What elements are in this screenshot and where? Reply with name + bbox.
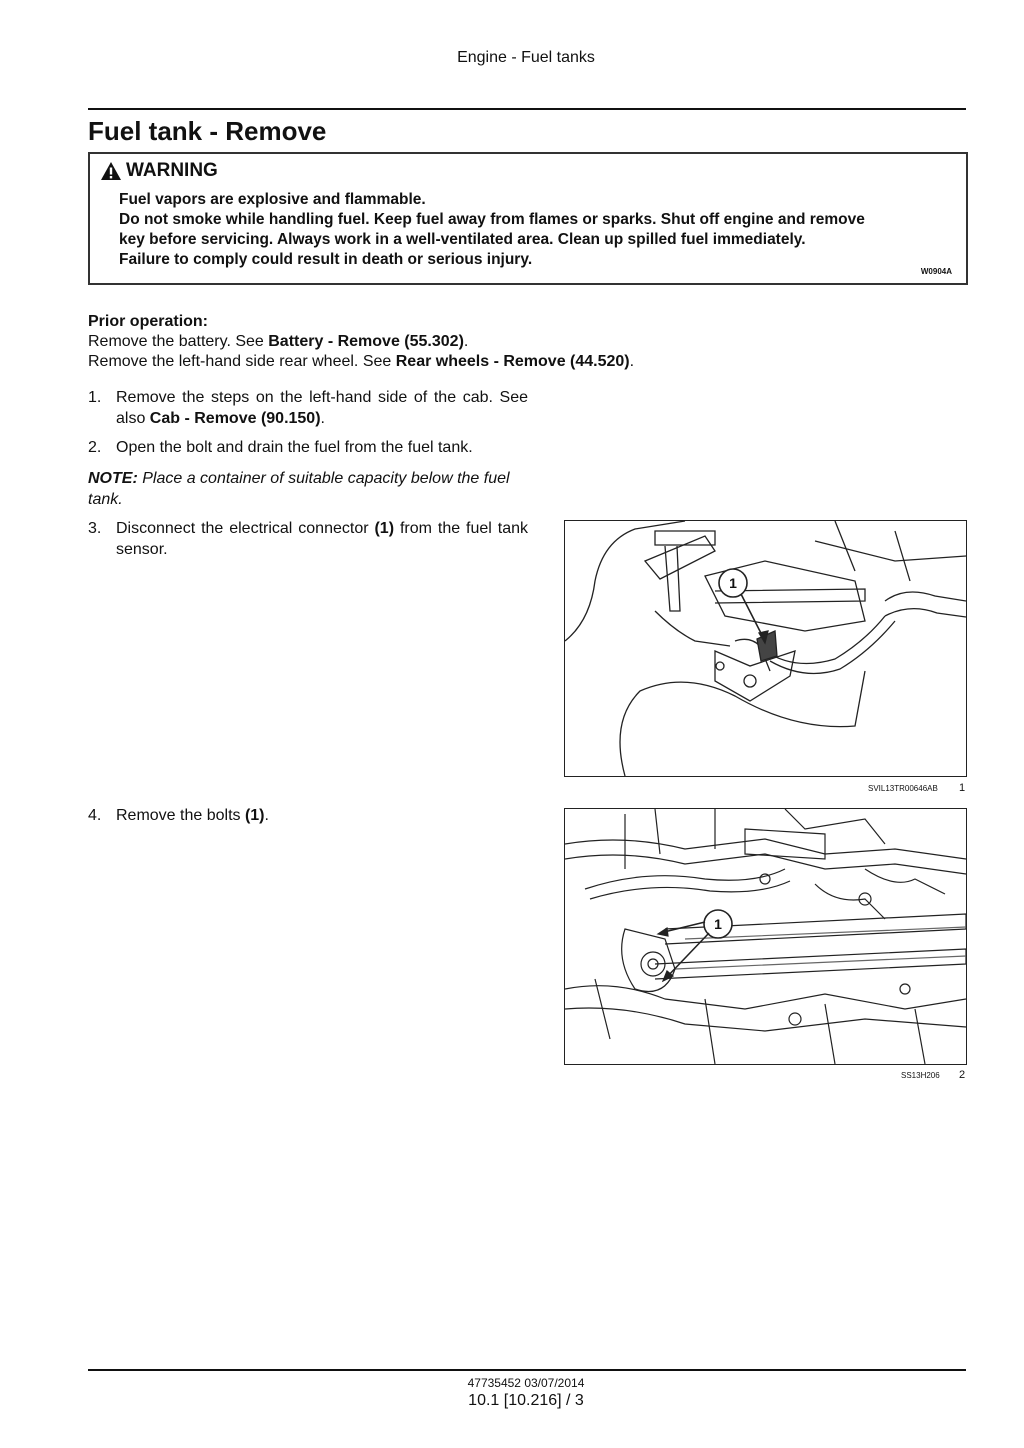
step-1	[88, 387, 528, 429]
figure-1-callout: 1	[729, 575, 737, 591]
warning-line: Do not smoke while handling fuel. Keep fuel away from flames or sparks. Shut off engine and remove	[119, 211, 865, 228]
prior-operation-label: Prior operation:	[88, 313, 209, 330]
figure-2-callout: 1	[714, 916, 722, 932]
step-2	[88, 437, 528, 458]
note	[88, 468, 528, 510]
step-text: Open the bolt and drain the fuel from the fuel tank.	[116, 439, 473, 456]
step-number: 4.	[88, 807, 102, 824]
header-rule	[88, 108, 966, 110]
step-number: 1.	[88, 389, 102, 406]
warning-code: W0904A	[920, 267, 952, 276]
item-reference: (1)	[374, 520, 395, 537]
step-3	[88, 518, 528, 560]
running-header: Engine - Fuel tanks	[457, 49, 595, 66]
prior-operation-line: Remove the battery. See Battery - Remove (55.302).	[88, 333, 469, 350]
figure-2-number: 2	[959, 1069, 966, 1081]
warning-heading-text: WARNING	[126, 160, 218, 181]
warning-line: key before servicing. Always work in a well-ventilated area. Clean up spilled fuel immediately.	[119, 231, 806, 248]
figure-1-number: 1	[959, 782, 966, 794]
item-reference: (1)	[244, 807, 265, 824]
figure-2-code: SS13H206	[901, 1071, 940, 1080]
document-code: 47735452 03/07/2014	[467, 1376, 585, 1390]
figure-1-code: SVIL13TR00646AB	[868, 784, 938, 793]
cab-remove-link[interactable]: Cab - Remove (90.150)	[149, 410, 321, 427]
figure-1-illustration	[564, 520, 967, 777]
step-number: 3.	[88, 520, 102, 537]
prior-operation	[88, 312, 968, 372]
warning-text	[119, 190, 946, 270]
note-label: NOTE:	[88, 470, 138, 487]
step-number: 2.	[88, 439, 102, 456]
footer-rule	[88, 1369, 966, 1371]
prior-operation-line: Remove the left-hand side rear wheel. See Rear wheels - Remove (44.520).	[88, 353, 635, 370]
warning-triangle-icon	[100, 161, 122, 181]
warning-heading	[100, 160, 218, 182]
step-4	[88, 805, 528, 826]
step-text: Disconnect the electrical connector (1) from the fuel tank sensor.	[116, 520, 528, 558]
page-title: Fuel tank - Remove	[88, 116, 327, 146]
step-text: Remove the bolts (1).	[116, 807, 269, 824]
step-text: Remove the steps on the left-hand side of the cab. See also Cab - Remove (90.150).	[116, 389, 528, 427]
warning-box	[88, 152, 968, 285]
warning-line: Fuel vapors are explosive and flammable.	[119, 191, 426, 208]
battery-remove-link[interactable]: Battery - Remove (55.302)	[268, 333, 464, 350]
page-number: 10.1 [10.216] / 3	[468, 1392, 584, 1409]
figure-2-illustration	[564, 808, 967, 1065]
warning-line: Failure to comply could result in death or serious injury.	[119, 251, 533, 268]
rear-wheels-remove-link[interactable]: Rear wheels - Remove (44.520)	[395, 353, 630, 370]
note-text: Place a container of suitable capacity below the fuel tank.	[88, 470, 510, 508]
